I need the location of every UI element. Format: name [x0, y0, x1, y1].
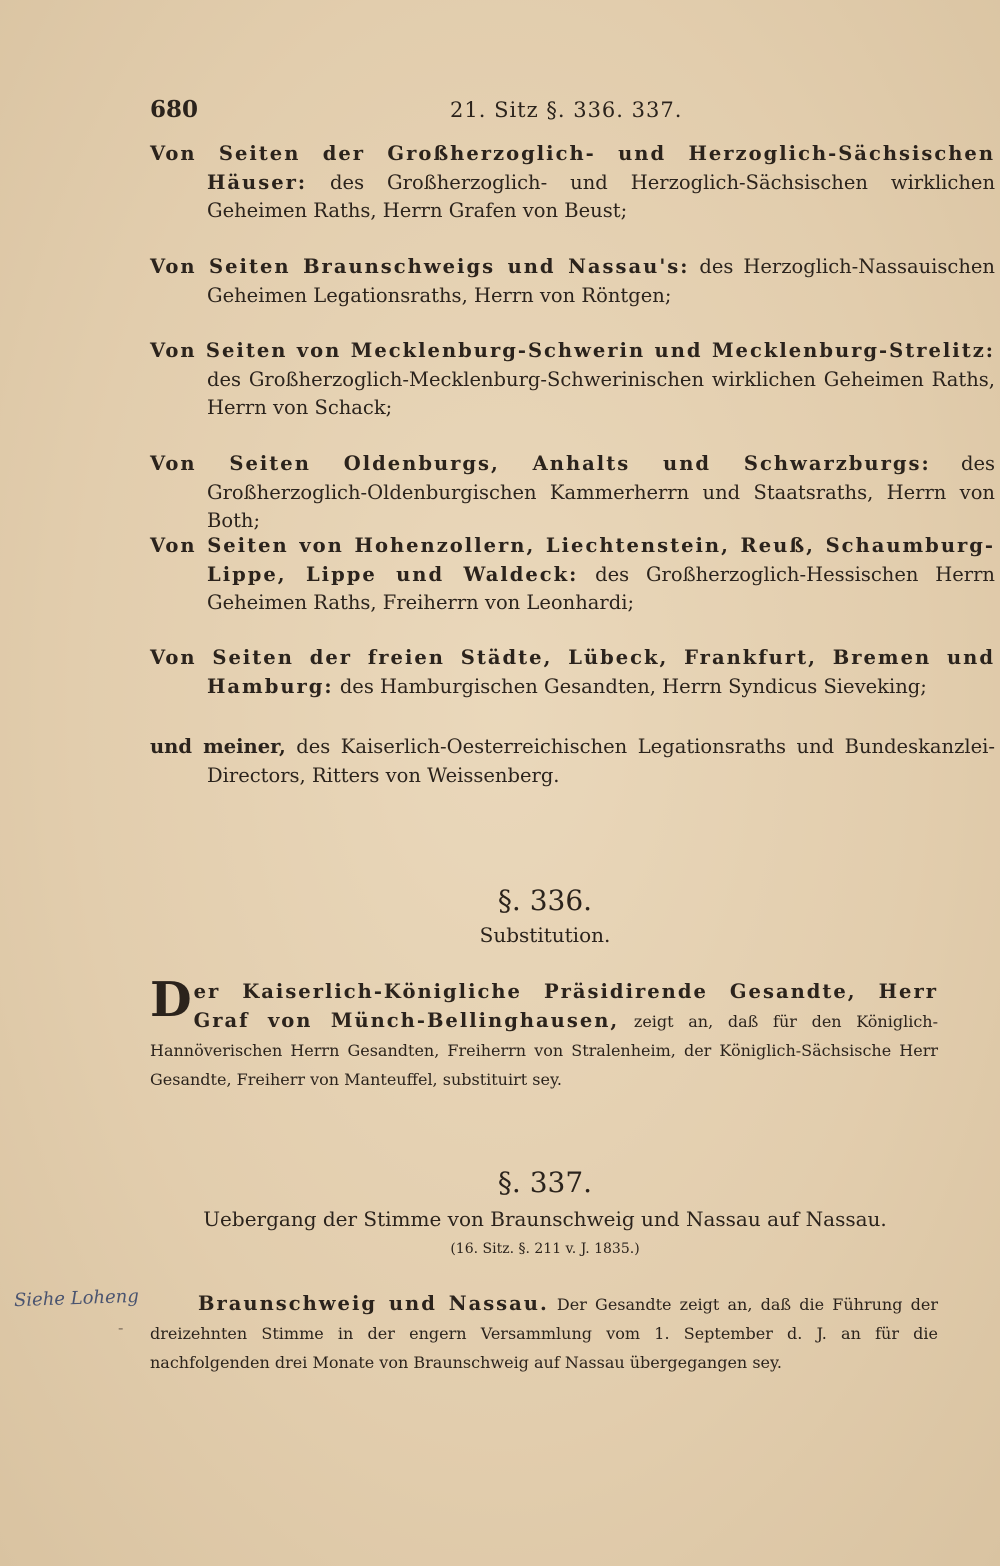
- paragraph-lead: Von Seiten von Mecklenburg-Schwerin und Mecklenburg-Strelitz:: [150, 339, 995, 362]
- paragraph-oldenburg: [150, 450, 995, 536]
- paragraph-lead: Von Seiten Oldenburgs, Anhalts und Schwarzburgs:: [150, 452, 931, 475]
- paragraph-lead: Von Seiten von Hohenzollern, Liechtenstein, Reuß, Schaumburg-Lippe, Lippe und Waldeck:: [150, 534, 995, 586]
- paragraph-saxon-houses: [150, 140, 995, 226]
- section-336-body: [150, 972, 938, 1094]
- handwritten-margin-note: Siehe Loheng: [13, 1285, 140, 1312]
- drop-cap: D: [150, 972, 192, 1028]
- paragraph-lead: und meiner,: [150, 735, 286, 758]
- paragraph-text: des Hamburgischen Gesandten, Herrn Syndicus Sieveking;: [333, 674, 927, 698]
- paragraph-lead: Braunschweig und Nassau.: [198, 1292, 549, 1315]
- paragraph-text: des Herzoglich-Nassauischen Geheimen Legationsraths, Herrn von Röntgen;: [207, 255, 995, 307]
- paragraph-text: des Großherzoglich-Oldenburgischen Kammerherrn und Staatsraths, Herrn von Both;: [207, 452, 995, 532]
- paragraph-lead: Von Seiten der Großherzoglich- und Herzoglich-Sächsischen Häuser:: [150, 142, 995, 194]
- paragraph-weissenberg: [150, 733, 995, 790]
- running-head: 21. Sitz §. 336. 337.: [450, 98, 683, 122]
- paragraph-text: des Großherzoglich-Mecklenburg-Schwerinischen wirklichen Geheimen Raths, Herrn von Schack;: [207, 367, 995, 419]
- margin-dash: -: [118, 1318, 124, 1337]
- section-337-heading: [150, 1166, 940, 1257]
- paragraph-text: des Großherzoglich-Hessischen Herrn Geheimen Raths, Freiherrn von Leonhardi;: [207, 562, 995, 614]
- page-header: [150, 96, 940, 128]
- section-number: §. 336.: [497, 884, 593, 917]
- section-title: Substitution.: [479, 923, 611, 947]
- section-336-heading: [150, 884, 940, 947]
- paragraph-text: des Großherzoglich- und Herzoglich-Sächsischen wirklichen Geheimen Raths, Herrn Grafen von Beust;: [207, 170, 995, 222]
- paragraph-lead: Von Seiten der freien Städte, Lübeck, Frankfurt, Bremen und Hamburg:: [150, 646, 995, 698]
- paragraph-text: des Kaiserlich-Oesterreichischen Legationsraths und Bundeskanzlei-Directors, Ritters von Weissenberg.: [207, 735, 995, 787]
- paragraph-lead: Von Seiten Braunschweigs und Nassau's:: [150, 255, 690, 278]
- paragraph-text: zeigt an, daß für den Königlich-Hannöverischen Herrn Gesandten, Freiherrn von Stralenheim, der Königlich-Sächsische Herr Gesandte, Freiherr von Manteuffel, substituirt sey.: [150, 1011, 938, 1089]
- paragraph-free-cities: [150, 644, 995, 701]
- section-337-body: [150, 1290, 938, 1377]
- paragraph-braunschweig-nassau: [150, 253, 995, 310]
- section-number: §. 337.: [497, 1166, 593, 1199]
- paragraph-mecklenburg: [150, 337, 995, 423]
- section-title: Uebergang der Stimme von Braunschweig und Nassau auf Nassau.: [203, 1207, 887, 1231]
- paragraph-text: Der Gesandte zeigt an, daß die Führung der dreizehnten Stimme in der engern Versammlung vom 1. September d. J. an für die nachfolgenden drei Monate von Braunschweig auf Nassau übergegangen sey.: [150, 1295, 938, 1372]
- paragraph-lead: er Kaiserlich-Königliche Präsidirende Gesandte, Herr Graf von Münch-Bellinghausen,: [193, 980, 938, 1032]
- section-reference: (16. Sitz. §. 211 v. J. 1835.): [450, 1241, 640, 1257]
- paragraph-hohenzollern: [150, 532, 995, 618]
- page-number: 680: [150, 96, 199, 123]
